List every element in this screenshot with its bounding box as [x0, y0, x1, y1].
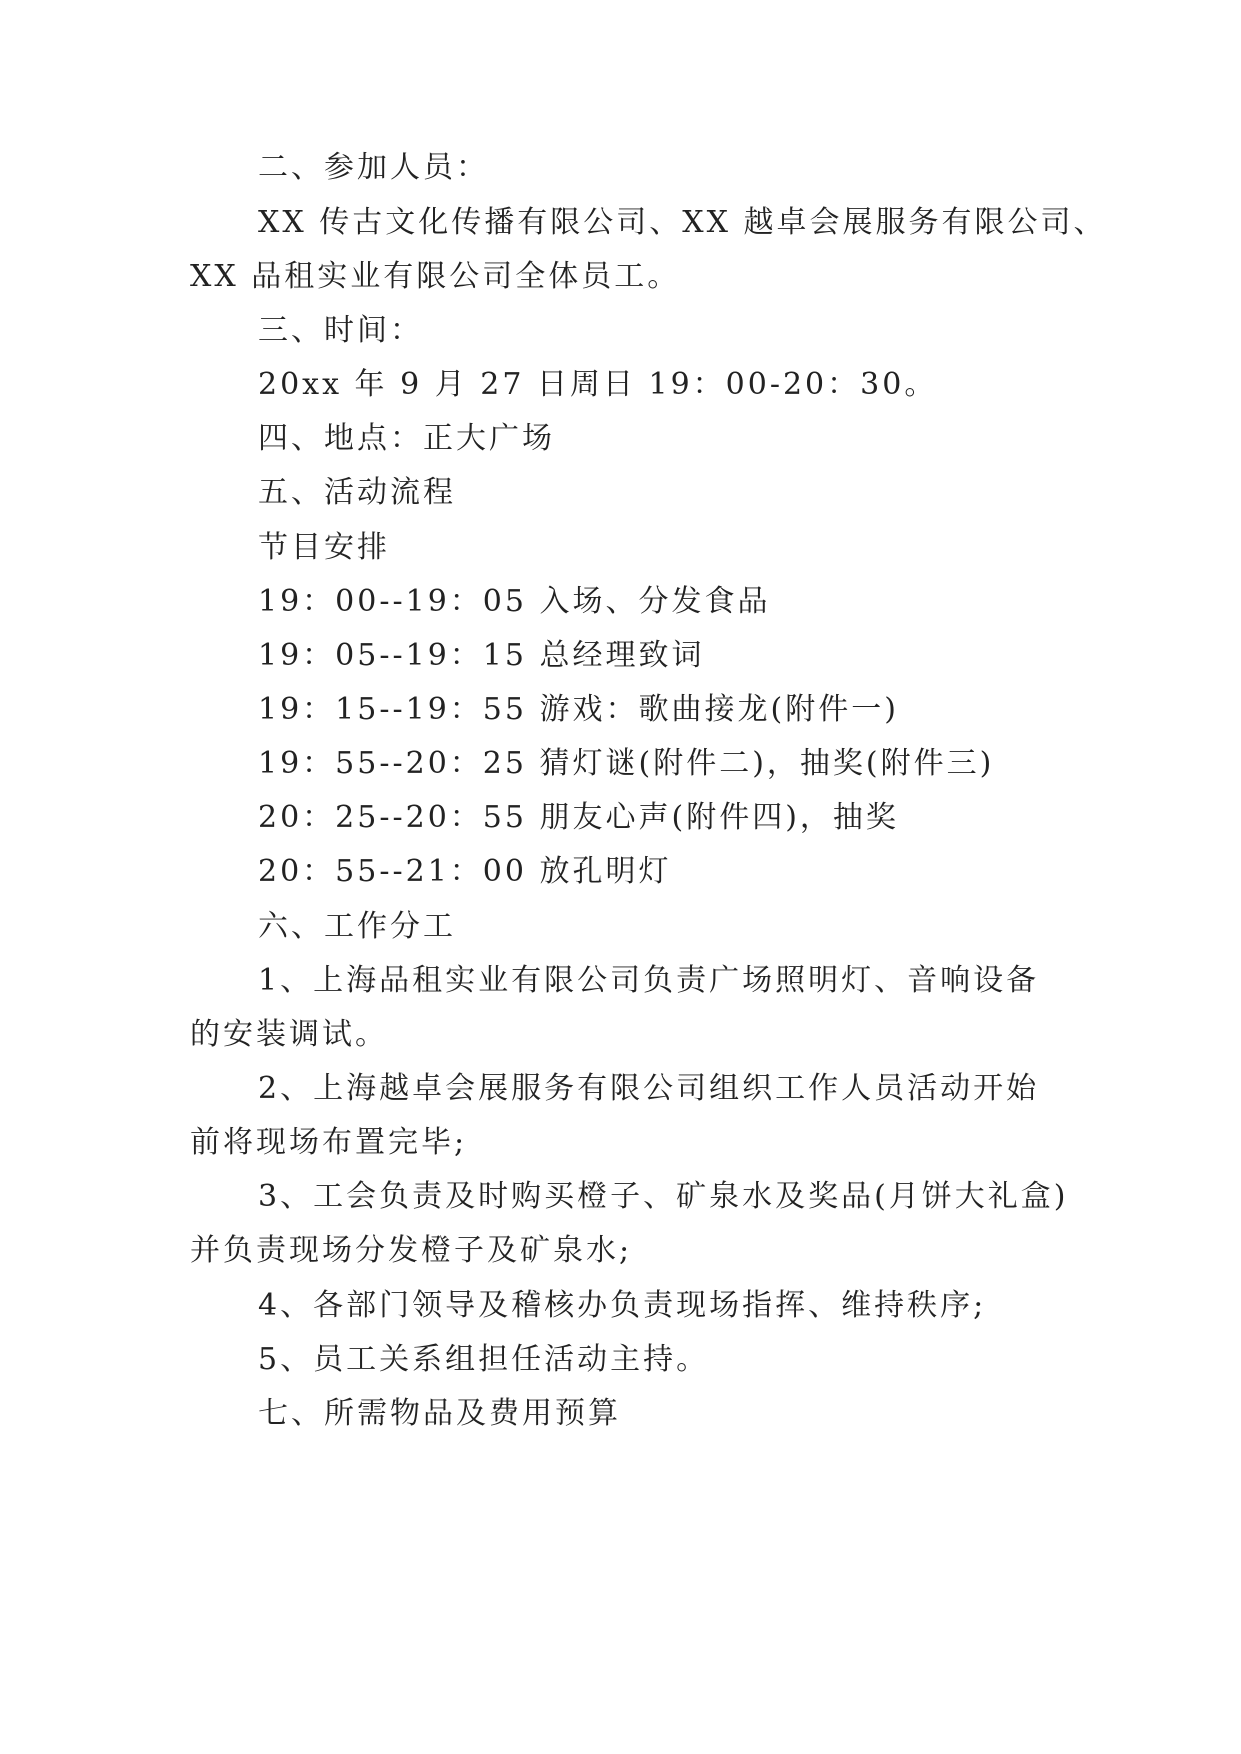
- schedule-item: 19：00--19：05 入场、分发食品: [258, 584, 771, 619]
- paragraph-line: 2、上海越卓会展服务有限公司组织工作人员活动开始: [258, 1071, 1040, 1106]
- section-heading-participants: 二、参加人员：: [258, 150, 489, 185]
- program-heading: 节目安排: [258, 530, 390, 565]
- schedule-item: 19：05--19：15 总经理致词: [258, 638, 705, 673]
- paragraph-line: 的安装调试。: [190, 1017, 388, 1052]
- paragraph-line: 5、员工关系组担任活动主持。: [258, 1342, 710, 1377]
- paragraph-line: 20xx 年 9 月 27 日周日 19：00-20：30。: [258, 367, 938, 402]
- section-heading-location: 四、地点：正大广场: [258, 421, 555, 456]
- paragraph-line: XX 品租实业有限公司全体员工。: [190, 259, 681, 294]
- schedule-item: 20：55--21：00 放孔明灯: [258, 854, 672, 889]
- section-heading-process: 五、活动流程: [258, 475, 456, 510]
- paragraph-line: 前将现场布置完毕;: [190, 1125, 468, 1160]
- section-heading-division: 六、工作分工: [258, 909, 456, 944]
- paragraph-line: 1、上海品租实业有限公司负责广场照明灯、音响设备: [258, 963, 1040, 998]
- schedule-item: 19：55--20：25 猜灯谜(附件二)，抽奖(附件三): [258, 746, 995, 781]
- schedule-item: 20：25--20：55 朋友心声(附件四)，抽奖: [258, 800, 899, 835]
- section-heading-budget: 七、所需物品及费用预算: [258, 1396, 621, 1431]
- paragraph-line: 并负责现场分发橙子及矿泉水;: [190, 1233, 633, 1268]
- paragraph-line: XX 传古文化传播有限公司、XX 越卓会展服务有限公司、: [258, 205, 1107, 240]
- paragraph-line: 3、工会负责及时购买橙子、矿泉水及奖品(月饼大礼盒): [258, 1179, 1069, 1214]
- section-heading-time: 三、时间：: [258, 313, 423, 348]
- paragraph-line: 4、各部门领导及稽核办负责现场指挥、维持秩序;: [258, 1288, 987, 1323]
- schedule-item: 19：15--19：55 游戏：歌曲接龙(附件一): [258, 692, 899, 727]
